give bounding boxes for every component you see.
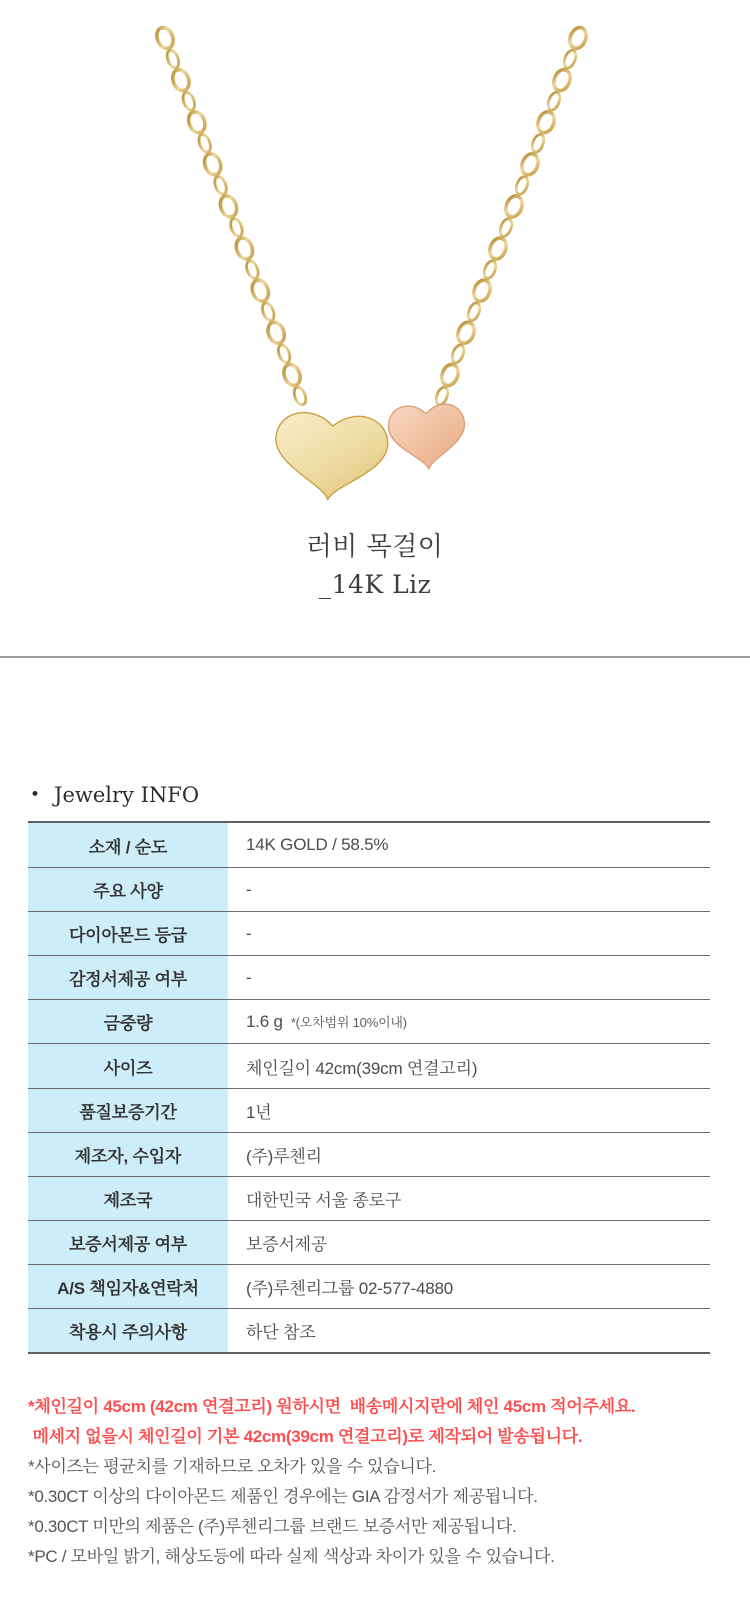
spec-value — [228, 956, 710, 999]
note-gray: *0.30CT 이상의 다이아몬드 제품인 경우에는 GIA 감정서가 제공됩니다. — [28, 1487, 538, 1507]
spec-value-text: (주)루첸리 — [246, 1146, 322, 1166]
gold-heart-pendant — [272, 411, 390, 504]
spec-label: 품질보증기간 — [28, 1089, 228, 1132]
spec-value-text: 1.6 g — [246, 1011, 283, 1031]
spec-table — [28, 821, 710, 1354]
spec-label: 감정서제공 여부 — [28, 956, 228, 999]
spec-value — [228, 823, 710, 867]
spec-label: 제조국 — [28, 1177, 228, 1220]
spec-label: 제조자, 수입자 — [28, 1133, 228, 1176]
spec-value-text: 보증서제공 — [246, 1234, 328, 1254]
table-row — [28, 1176, 710, 1220]
spec-value — [228, 1000, 710, 1043]
spec-value — [228, 1221, 710, 1264]
spec-label: 주요 사양 — [28, 868, 228, 911]
spec-value-text: 하단 참조 — [246, 1323, 316, 1343]
table-row — [28, 1308, 710, 1352]
spec-value-small-note: *(오차범위 10%이내) — [290, 1015, 407, 1031]
jewelry-info-heading — [30, 782, 710, 808]
spec-label: 다이아몬드 등급 — [28, 912, 228, 955]
spec-value-text: 대한민국 서울 종로구 — [246, 1190, 402, 1210]
spec-value-text: - — [246, 923, 252, 943]
spec-value — [228, 912, 710, 955]
spec-value-text: - — [246, 879, 252, 899]
spec-value — [228, 1309, 710, 1352]
table-row — [28, 867, 710, 911]
notes-block — [28, 1392, 710, 1572]
product-title-line2: _14K Liz — [318, 570, 432, 599]
spec-value — [228, 1265, 710, 1308]
necklace-image — [0, 0, 750, 515]
spec-label: 금중량 — [28, 1000, 228, 1043]
table-row — [28, 999, 710, 1043]
table-row — [28, 955, 710, 999]
spec-value-text: - — [246, 967, 252, 987]
product-title-line1: 러비 목걸이 — [306, 532, 444, 562]
spec-value-text: 체인길이 42cm(39cm 연결고리) — [246, 1058, 478, 1078]
jewelry-info-section — [28, 782, 710, 1572]
table-row — [28, 823, 710, 867]
rose-gold-heart-pendant — [388, 403, 467, 471]
spec-label: A/S 책임자&연락처 — [28, 1265, 228, 1308]
note-gray: *PC / 모바일 밝기, 해상도등에 따라 실제 색상과 차이가 있을 수 있습니다. — [28, 1547, 555, 1567]
note-red: *체인길이 45cm (42cm 연결고리) 원하시면 배송메시지란에 체인 45cm 적어주세요. — [28, 1397, 636, 1417]
spec-label: 사이즈 — [28, 1044, 228, 1087]
spec-value-text: (주)루첸리그룹 02-577-4880 — [246, 1278, 453, 1298]
table-row — [28, 1132, 710, 1176]
table-row — [28, 1220, 710, 1264]
spec-label: 소재 / 순도 — [28, 823, 228, 867]
product-image — [0, 0, 750, 515]
spec-label: 보증서제공 여부 — [28, 1221, 228, 1264]
spec-value-text: 14K GOLD / 58.5% — [246, 835, 389, 855]
jewelry-info-heading-text: Jewelry INFO — [54, 783, 200, 807]
spec-value — [228, 1044, 710, 1087]
table-row — [28, 911, 710, 955]
product-title — [0, 528, 750, 603]
spec-value-text: 1년 — [246, 1102, 272, 1122]
table-row — [28, 1088, 710, 1132]
spec-label: 착용시 주의사항 — [28, 1309, 228, 1352]
table-row — [28, 1043, 710, 1087]
section-divider — [0, 656, 750, 658]
note-gray: *0.30CT 미만의 제품은 (주)루첸리그룹 브랜드 보증서만 제공됩니다. — [28, 1517, 517, 1537]
spec-value — [228, 868, 710, 911]
spec-value — [228, 1177, 710, 1220]
spec-value — [228, 1089, 710, 1132]
table-row — [28, 1264, 710, 1308]
spec-value — [228, 1133, 710, 1176]
note-red: 메세지 없을시 체인길이 기본 42cm(39cm 연결고리)로 제작되어 발송됩니다. — [28, 1427, 583, 1447]
note-gray: *사이즈는 평균치를 기재하므로 오차가 있을 수 있습니다. — [28, 1457, 437, 1477]
bullet-icon: • — [30, 785, 41, 805]
